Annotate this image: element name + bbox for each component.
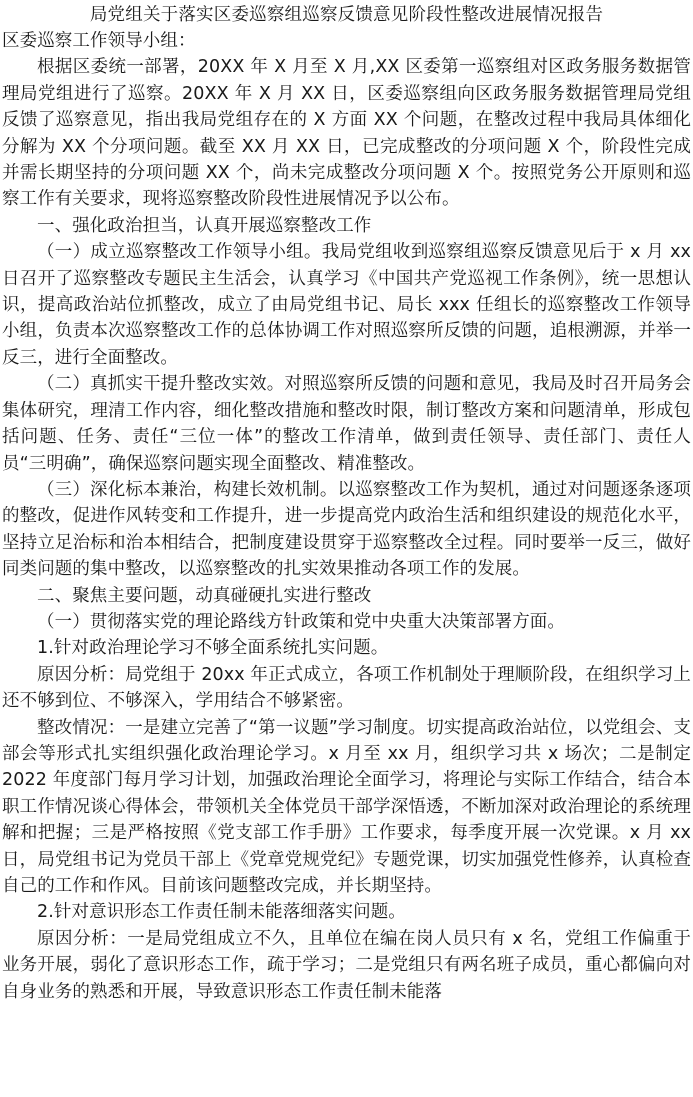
paragraph-1-1: （一）成立巡察整改工作领导小组。我局党组收到巡察组巡察反馈意见后于 x 月 xx 日召开了巡察整改专题民主生活会，认真学习《中国共产党巡视工作条例》，统一思想认识，提高政治站位抓整改，成立了由局党组书记、局长 xxx 任组长的巡察整改工作领导小组，负责本次巡察整改工作的总体协调工作对照巡察所反馈的问题，追根溯源，并举一反三，进行全面整改。: [2, 242, 691, 368]
salutation: 区委巡察工作领导小组：: [2, 31, 196, 51]
issue-heading-2: 2.针对意识形态工作责任制未能落细落实问题。: [37, 902, 406, 923]
issue-heading-1: 1.针对政治理论学习不够全面系统扎实问题。: [37, 638, 389, 659]
paragraph-1-2: （二）真抓实干提升整改实效。对照巡察所反馈的问题和意见，我局及时召开局务会集体研究，理清工作内容，细化整改措施和整改时限，制订整改方案和问题清单，形成包括问题、任务、责任“三位一体”的整改工作清单，做到责任领导、责任部门、责任人员“三明确”，确保巡察问题实现全面整改、精准整改。: [2, 374, 691, 474]
section-heading-2: 二、聚焦主要问题，动真碰硬扎实进行整改: [37, 585, 372, 606]
paragraph-intro: 根据区委统一部署，20XX 年 X 月至 X 月,XX 区委第一巡察组对区政务服务数据管理局党组进行了巡察。20XX 年 X 月 XX 日，区委巡察组向区政务服务数据管理局党组反馈了巡察意见，指出我局党组存在的 X 方面 XX 个问题，在整改过程中我局具体细化分解为 XX 个分项问题。截至 XX 月 XX 日，已完成整改的分项问题 X 个，阶段性完成并需长期坚持的分项问题 XX 个，尚未完成整改分项问题 X 个。按照党务公开原则和巡察工作有关要求，现将巡察整改阶段性进展情况予以公布。: [2, 57, 691, 210]
cause-analysis-2: 原因分析：一是局党组成立不久，且单位在编在岗人员只有 x 名，党组工作偏重于业务开展，弱化了意识形态工作，疏于学习；二是党组只有两名班子成员，重心都偏向对自身业务的熟悉和开展，导致意识形态工作责任制未能落: [2, 928, 691, 1002]
rectification-status-1: 整改情况：一是建立完善了“第一议题”学习制度。切实提高政治站位，以党组会、支部会等形式扎实组织强化政治理论学习。x 月至 xx 月，组织学习共 x 场次；二是制定 2022 年度部门每月学习计划，加强政治理论全面学习，将理论与实际工作结合，结合本职工作情况谈心得体会，带领机关全体党员干部学深悟透，不断加深对政治理论的系统理解和把握；三是严格按照《党支部工作手册》工作要求，每季度开展一次党课。x 月 xx 日，局党组书记为党员干部上《党章党规党纪》专题党课，切实加强党性修养，认真检查自己的工作和作风。目前该问题整改完成，并长期坚持。: [2, 717, 691, 896]
cause-analysis-1: 原因分析：局党组于 20xx 年正式成立，各项工作机制处于理顺阶段，在组织学习上还不够到位、不够深入，学用结合不够紧密。: [2, 664, 691, 712]
document-title: 局党组关于落实区委巡察组巡察反馈意见阶段性整改进展情况报告: [89, 5, 604, 25]
paragraph-1-3: （三）深化标本兼治，构建长效机制。以巡察整改工作为契机，通过对问题逐条逐项的整改，促进作风转变和工作提升，进一步提高党内政治生活和组织建设的规范化水平，坚持立足治标和治本相结合，把制度建设贯穿于巡察整改全过程。同时要举一反三，做好同类问题的集中整改，以巡察整改的扎实效果推动各项工作的发展。: [2, 479, 691, 580]
section-heading-1: 一、强化政治担当，认真开展巡察整改工作: [37, 215, 372, 236]
subsection-heading-2-1: （一）贯彻落实党的理论路线方针政策和党中央重大决策部署方面。: [37, 611, 565, 632]
